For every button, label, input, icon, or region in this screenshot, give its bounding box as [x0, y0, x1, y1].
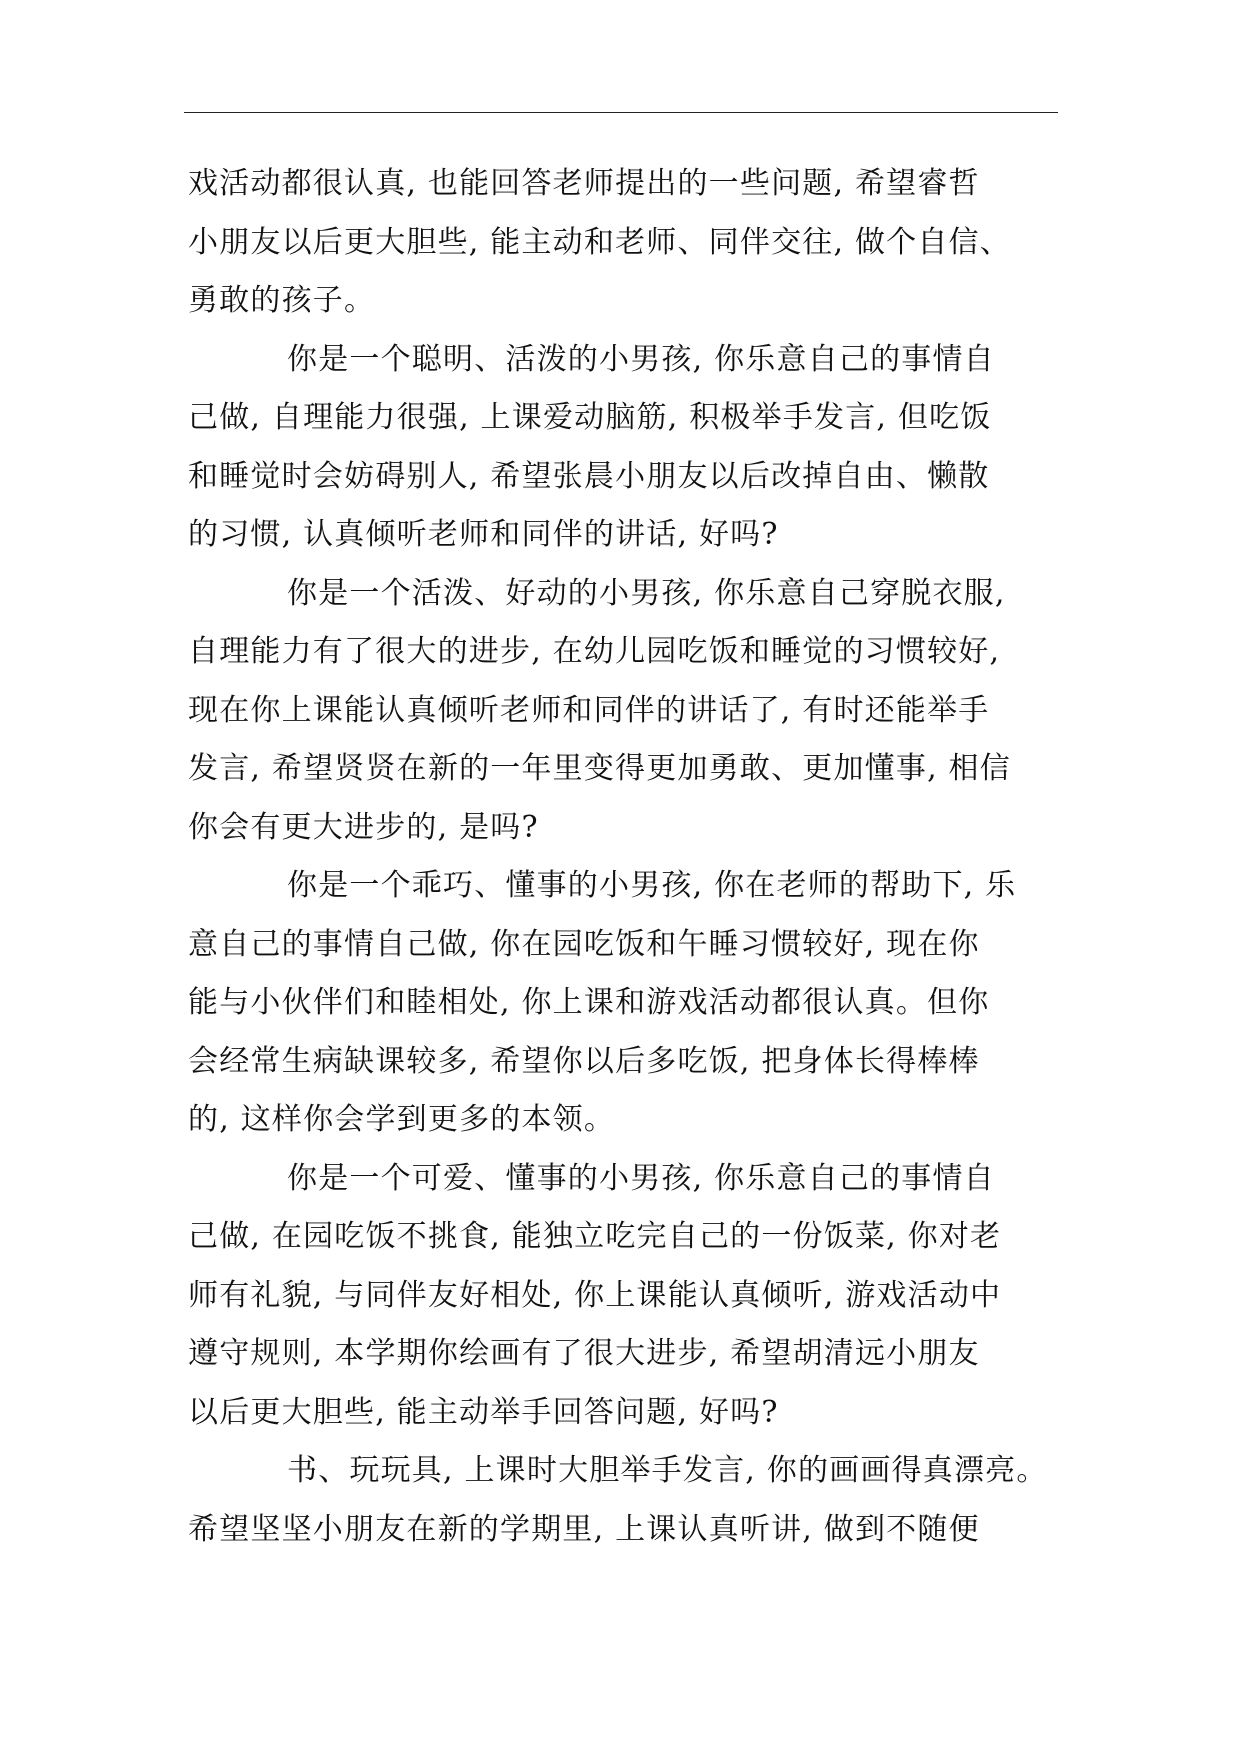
- paragraph-5-line-3: 师有礼貌, 与同伴友好相处, 你上课能认真倾听, 游戏活动中: [188, 1277, 1002, 1313]
- paragraph-3-line-2: 自理能力有了很大的进步, 在幼儿园吃饭和睡觉的习惯较好,: [188, 634, 1001, 669]
- paragraph-4-line-2: 意自己的事情自己做, 你在园吃饭和午睡习惯较好, 现在你: [188, 926, 980, 962]
- paragraph-2-line-2: 己做, 自理能力很强, 上课爱动脑筋, 积极举手发言, 但吃饭: [188, 400, 992, 435]
- paragraph-1-line-1: 戏活动都很认真, 也能回答老师提出的一些问题, 希望睿哲: [188, 166, 980, 201]
- paragraph-6-line-1: 书、玩玩具, 上课时大胆举手发言, 你的画画得真漂亮。: [287, 1453, 1048, 1488]
- paragraph-5-line-1: 你是一个可爱、懂事的小男孩, 你乐意自己的事情自: [287, 1160, 995, 1196]
- paragraph-6-line-2: 希望坚坚小朋友在新的学期里, 上课认真听讲, 做到不随便: [188, 1511, 980, 1547]
- paragraph-4-line-4: 会经常生病缺课较多, 希望你以后多吃饭, 把身体长得棒棒: [188, 1043, 980, 1079]
- paragraph-5-line-4: 遵守规则, 本学期你绘画有了很大进步, 希望胡清远小朋友: [188, 1336, 980, 1371]
- paragraph-1-line-3: 勇敢的孩子。: [188, 283, 376, 318]
- paragraph-3-line-4: 发言, 希望贤贤在新的一年里变得更加勇敢、更加懂事, 相信: [188, 751, 1011, 786]
- paragraph-4-line-3: 能与小伙伴们和睦相处, 你上课和游戏活动都很认真。但你: [188, 985, 990, 1020]
- paragraph-2-line-4: 的习惯, 认真倾听老师和同伴的讲话, 好吗?: [188, 517, 779, 552]
- paragraph-4-line-5: 的, 这样你会学到更多的本领。: [188, 1102, 616, 1137]
- paragraph-3-line-3: 现在你上课能认真倾听老师和同伴的讲话了, 有时还能举手: [188, 692, 990, 728]
- paragraph-3-line-1: 你是一个活泼、好动的小男孩, 你乐意自己穿脱衣服,: [287, 575, 1006, 611]
- paragraph-1-line-2: 小朋友以后更大胆些, 能主动和老师、同伴交往, 做个自信、: [188, 224, 1011, 260]
- document-body: [188, 155, 1058, 1559]
- paragraph-4-line-1: 你是一个乖巧、懂事的小男孩, 你在老师的帮助下, 乐: [287, 868, 1017, 903]
- paragraph-3-line-5: 你会有更大进步的, 是吗?: [188, 809, 539, 845]
- header-rule: [184, 112, 1058, 113]
- paragraph-2-line-1: 你是一个聪明、活泼的小男孩, 你乐意自己的事情自: [287, 341, 995, 377]
- paragraph-2-line-3: 和睡觉时会妨碍别人, 希望张晨小朋友以后改掉自由、懒散: [188, 458, 990, 494]
- paragraph-5-line-5: 以后更大胆些, 能主动举手回答问题, 好吗?: [188, 1394, 779, 1430]
- paragraph-5-line-2: 己做, 在园吃饭不挑食, 能独立吃完自己的一份饭菜, 你对老: [188, 1219, 1002, 1254]
